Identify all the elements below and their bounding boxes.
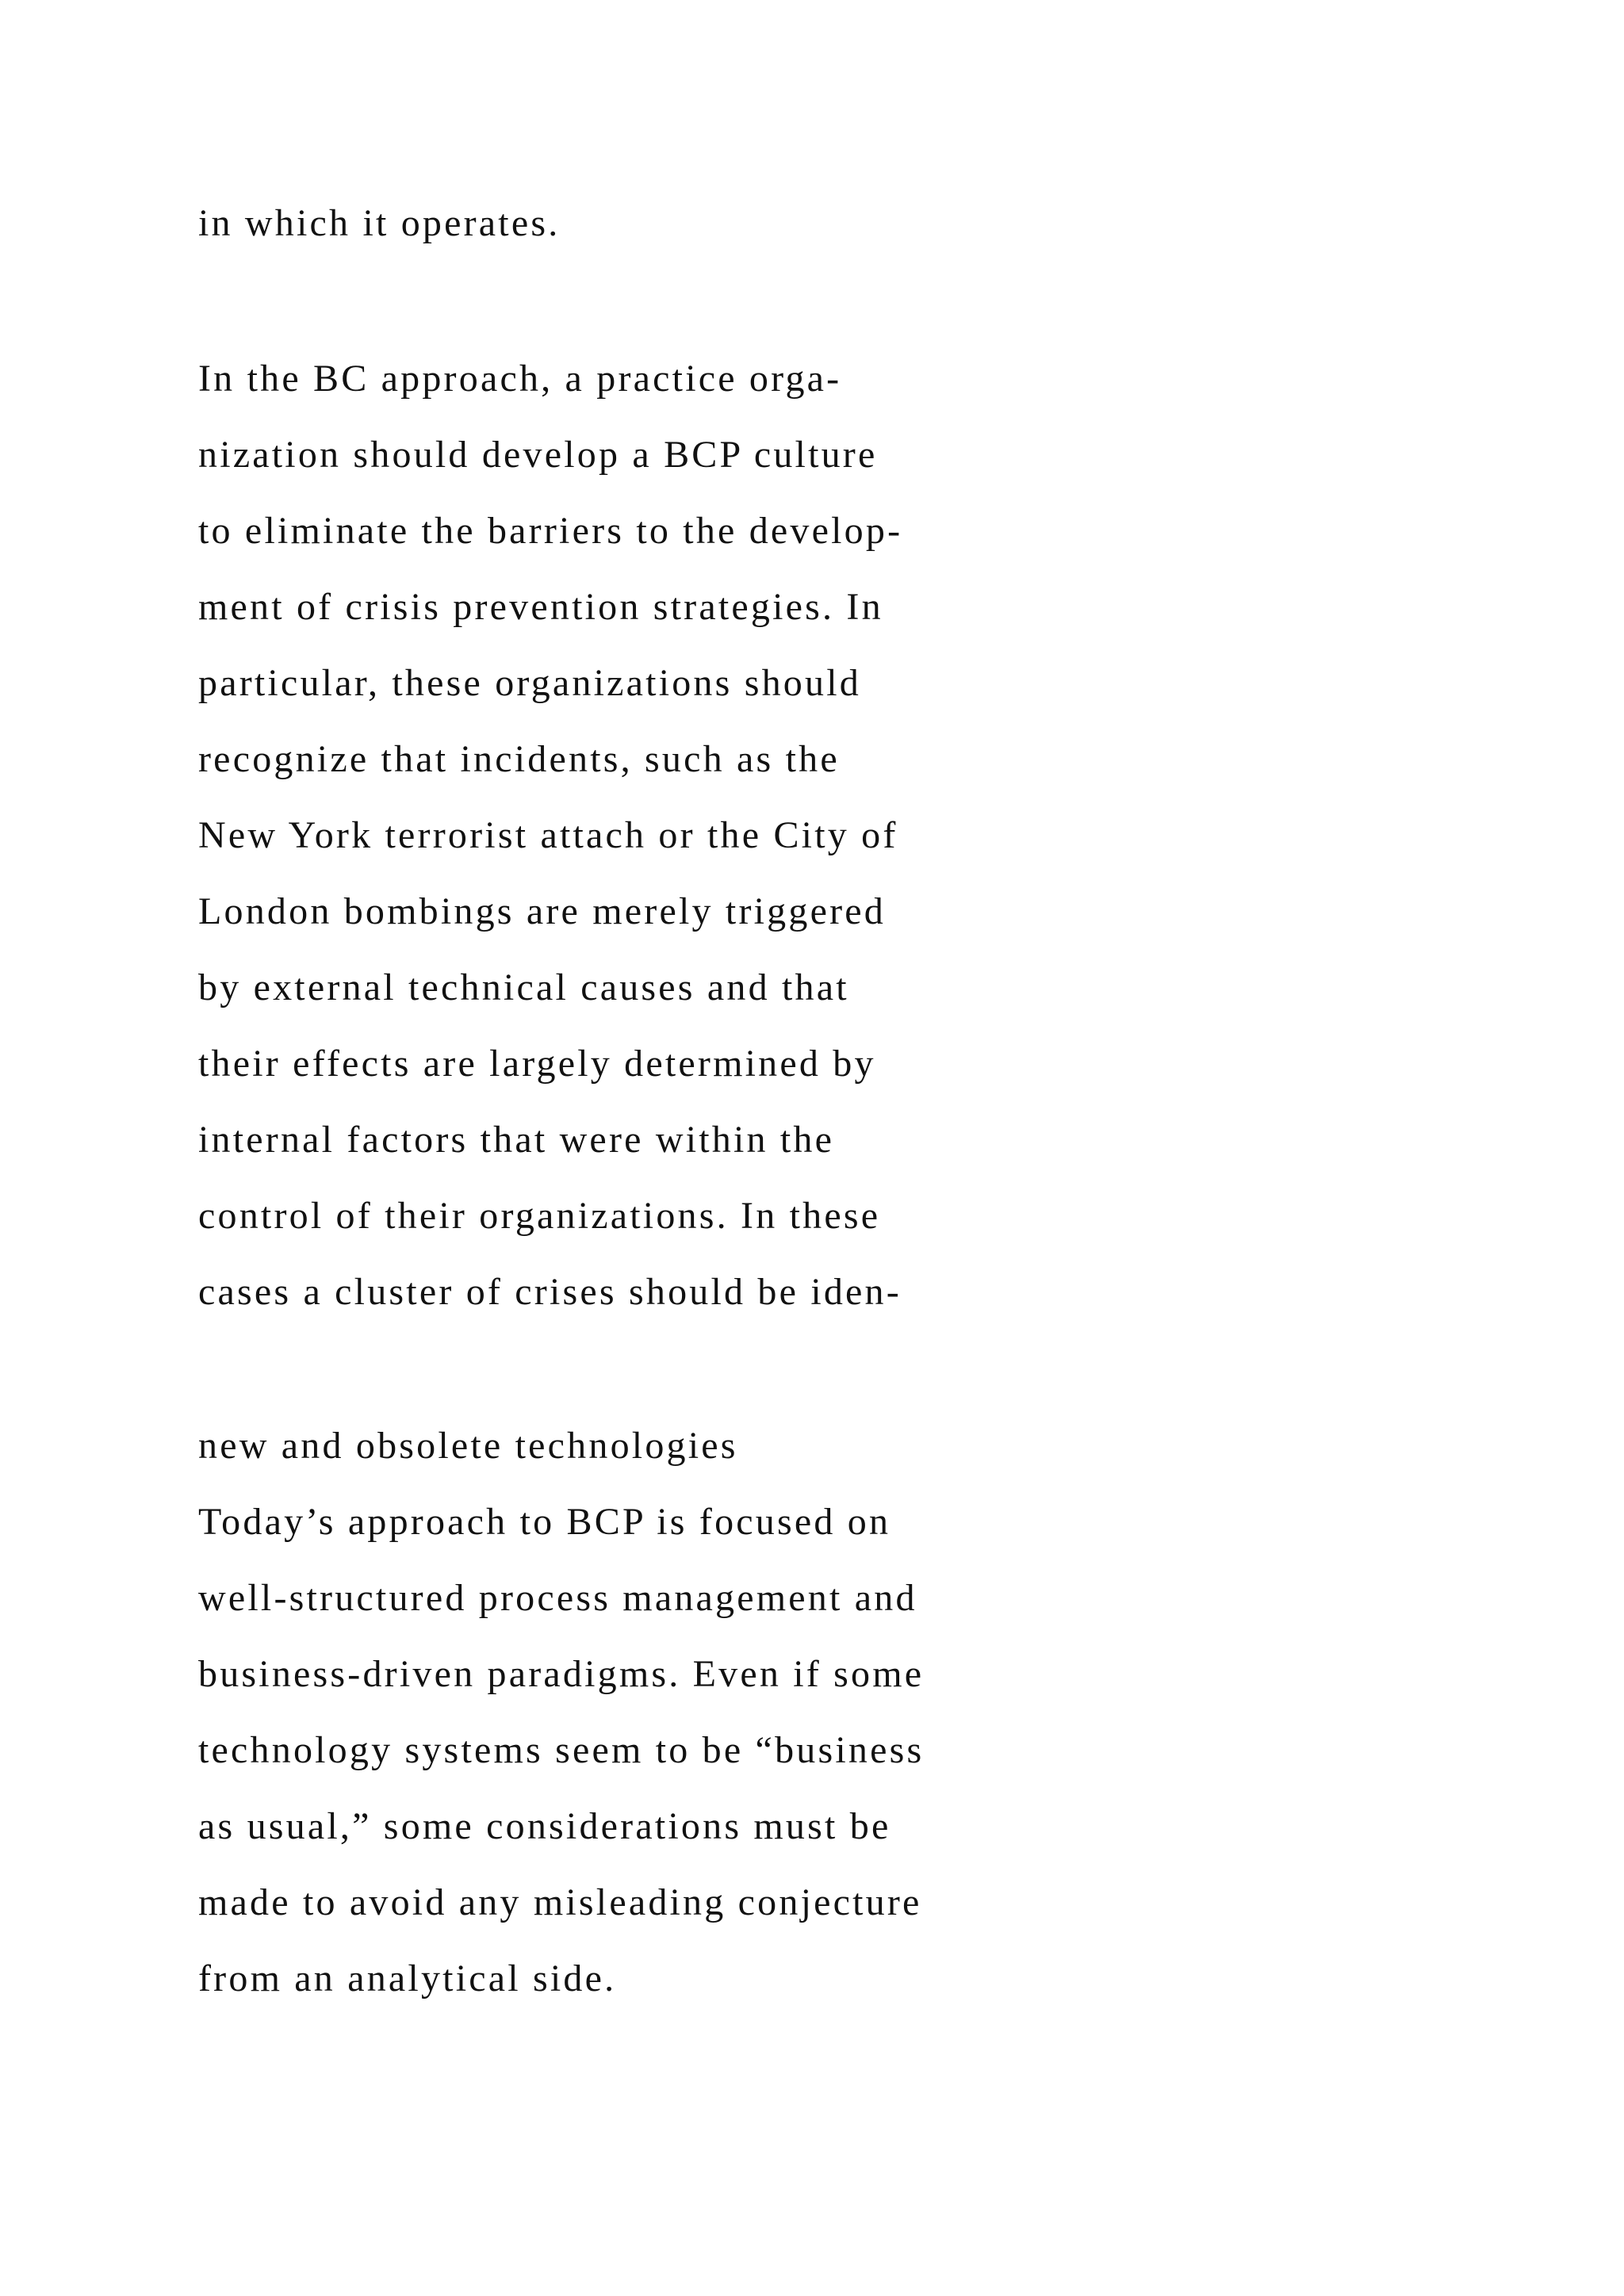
section-heading: new and obsolete technologies	[198, 1425, 738, 1467]
text-line: ment of crisis prevention strategies. In	[198, 586, 883, 628]
text-line: well-structured process management and	[198, 1577, 917, 1619]
text-line: nization should develop a BCP culture	[198, 434, 878, 476]
text-line: particular, these organizations should	[198, 662, 861, 704]
text-line: cases a cluster of crises should be iden-	[198, 1271, 902, 1313]
text-line: control of their organizations. In these	[198, 1195, 881, 1237]
text-line: recognize that incidents, such as the	[198, 738, 840, 780]
text-line: Today’s approach to BCP is focused on	[198, 1501, 891, 1543]
text-line: business-driven paradigms. Even if some	[198, 1653, 925, 1695]
text-line: New York terrorist attach or the City of	[198, 814, 898, 856]
text-line: made to avoid any misleading conjecture	[198, 1881, 922, 1923]
text-line: In the BC approach, a practice orga-	[198, 358, 842, 400]
text-line: London bombings are merely triggered	[198, 890, 886, 932]
text-line: to eliminate the barriers to the develop-	[198, 510, 903, 552]
text-line: internal factors that were within the	[198, 1119, 835, 1161]
text-line: by external technical causes and that	[198, 966, 849, 1008]
text-line: in which it operates.	[198, 202, 561, 244]
text-line: as usual,” some considerations must be	[198, 1805, 891, 1847]
text-line: from an analytical side.	[198, 1957, 617, 1999]
text-line: their effects are largely determined by	[198, 1043, 876, 1085]
text-line: technology systems seem to be “business	[198, 1729, 925, 1771]
